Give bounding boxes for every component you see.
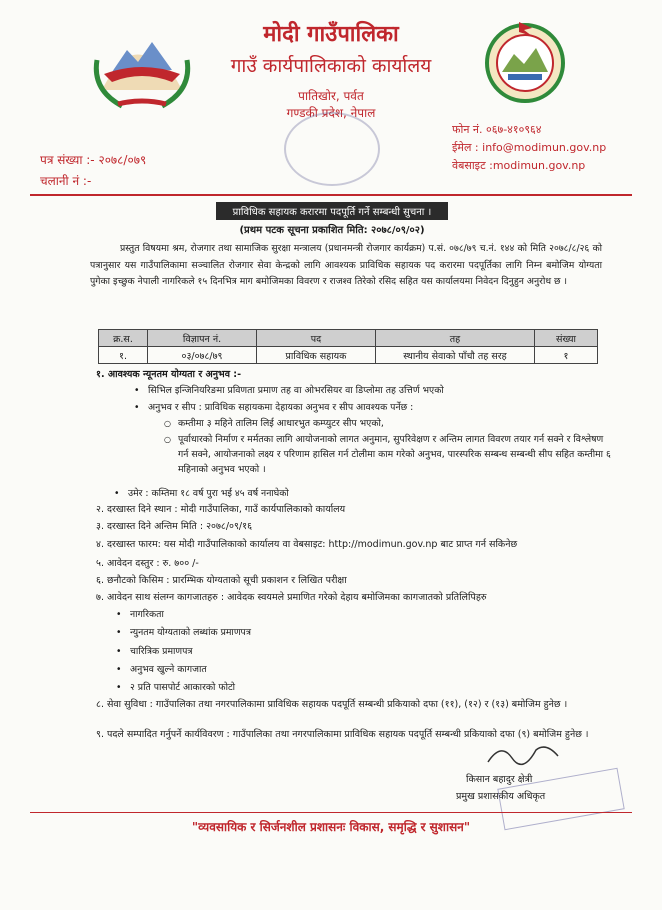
section-9: ९. पदले सम्पादित गर्नुपर्ने कार्यविवरण : गाउँपालिका तथा नगरपालिकामा प्राविधिक सहायक पदपूर्ति सम्बन्धी प्रकियाको दफा (९) बमोजिम हुनेछ । xyxy=(96,729,589,740)
section-1-title: १. आवश्यक न्यूनतम योग्यता र अनुभव :- xyxy=(96,369,242,380)
notice-intro-paragraph: प्रस्तुत विषयमा श्रम, रोजगार तथा सामाजिक सुरक्षा मन्त्रालय (प्रधानमन्त्री रोजगार कार्यक्रम) प.सं. ०७८/७९ च.नं. १४४ को मिति २०७८/८/२६ को पत्रानुसार यस गाउँपालिकामा सञ्चालित रोजगार सेवा केन्द्रको लागि आवश्यक प्राविधिक सहायक पद करारमा पदपूर्तिका लागि निम्न बमोजिम योग्यता पुगेका इच्छुक नेपाली नागरिकले १५ दिनभित्र माग बमोजिमका विवरण र राजश्व तिरेको रसिद सहित यस कार्यालयमा निवेदन दिनुहुन अनुरोध छ । xyxy=(90,243,602,287)
table-cell: ०३/०७८/७९ xyxy=(148,347,257,364)
signatory-name: किसान बहादुर क्षेत्री xyxy=(466,774,533,785)
office-stamp-icon xyxy=(284,112,380,186)
list-item: • अनुभव र सीप : प्राविधिक सहायकमा देहायका अनुभव र सीप आवश्यक पर्नेछ : xyxy=(148,400,608,415)
table-cell: स्थानीय सेवाको पाँचौ तह सरह xyxy=(376,347,535,364)
notice-headline: प्राविधिक सहायक करारमा पदपूर्ति गर्ने सम्बन्धी सुचना । xyxy=(216,202,448,220)
table-header: संख्या xyxy=(535,330,598,347)
email-address: ईमेल : info@modimun.gov.np xyxy=(452,141,607,154)
list-item: ○ कम्तीमा ३ महिने तालिम लिई आधारभुत कम्प्युटर सीप भएको, xyxy=(178,416,608,431)
section-6: ६. छनौटको किसिम : प्रारम्भिक योग्यताको सूची प्रकाशन र लिखित परीक्षा xyxy=(96,575,347,586)
website: वेबसाइट :modimun.gov.np xyxy=(452,159,586,172)
table-header: तह xyxy=(376,330,535,347)
list-item: • सिभिल इन्जिनियरिङमा प्रविणता प्रमाण तह वा ओभरसियर वा डिप्लोमा तह उत्तिर्ण भएको xyxy=(148,383,608,398)
table-header: पद xyxy=(257,330,376,347)
notice-subheading: (प्रथम पटक सूचना प्रकाशित मिति: २०७८/०९/०२) xyxy=(239,225,425,236)
section-2: २. दरखास्त दिने स्थान : मोदी गाउँपालिका, गाउँ कार्यपालिकाको कार्यालय xyxy=(96,504,346,515)
list-item: • न्युनतम योग्यताको लब्धांक प्रमाणपत्र xyxy=(130,625,590,640)
list-item: • चारित्रिक प्रमाणपत्र xyxy=(130,644,590,659)
list-item: • नागरिकता xyxy=(130,607,590,622)
table-cell: १. xyxy=(99,347,148,364)
table-cell: प्राविधिक सहायक xyxy=(257,347,376,364)
list-item: • २ प्रति पासपोर्ट आकारको फोटो xyxy=(130,680,590,695)
reference-number: पत्र संख्या :- २०७८/०७९ xyxy=(40,153,147,167)
header-divider xyxy=(30,194,632,196)
section-8: ८. सेवा सुविधा : गाउँपालिका तथा नगरपालिकामा प्राविधिक सहायक पदपूर्ति सम्बन्धी प्रकियाको दफा (११), (१२) र (१३) बमोजिम हुनेछ । xyxy=(96,699,568,710)
signatory-position: प्रमुख प्रशासकीय अधिकृत xyxy=(456,791,546,802)
vacancy-table xyxy=(98,329,598,364)
section-7: ७. आवेदन साथ संलग्न कागजातहरु : आवेदक स्वयमले प्रमाणित गरेको देहाय बमोजिमका कागजातको प्रतिलिपिहरु xyxy=(96,592,487,603)
dispatch-number: चलानी नं :- xyxy=(40,174,92,188)
footer-motto: "व्यवसायिक र सिर्जनशील प्रशासनः विकास, समृद्धि र सुशासन" xyxy=(191,820,471,834)
footer-divider xyxy=(30,812,632,813)
table-header-row xyxy=(99,330,598,347)
list-item: • उमेर : कम्तिमा १८ वर्ष पुरा भई ४५ वर्ष ननाघेको xyxy=(128,486,588,501)
table-header: विज्ञापन नं. xyxy=(148,330,257,347)
table-cell: १ xyxy=(535,347,598,364)
list-item: ○ पूर्वाधारको निर्माण र मर्मतका लागि आयोजनाको लागत अनुमान, सुपरिवेक्षण र अन्तिम लागत विवरण तयार गर्न सक्ने र विश्लेषण गर्न सक्ने, आयोजनाको लक्ष्य र परिणाम हासिल गर्न टोलीमा काम गरेको अनुभव, पारस्परिक सम्बन्ध सम्बन्धी सीप सहित कम्तीमा ६ महिनाको अनुभव भएको । xyxy=(178,432,614,477)
phone-number: फोन नं. ०६७-४१०९६४ xyxy=(452,123,542,136)
office-title: गाउँ कार्यपालिकाको कार्यालय xyxy=(230,55,432,77)
section-3: ३. दरखास्त दिने अन्तिम मिति : २०७८/०९/१६ xyxy=(96,521,253,532)
address-line-2: गण्डकी प्रदेश, नेपाल xyxy=(286,106,376,120)
list-item: • अनुभव खुल्ने कागजात xyxy=(130,662,590,677)
section-4: ४. दरखास्त फारम: यस मोदी गाउँपालिकाको कार्यालय वा वेबसाइट: http://modimun.gov.np बाट प्राप्त गर्न सकिनेछ xyxy=(96,539,518,550)
table-row xyxy=(99,347,598,364)
table-header: क्र.स. xyxy=(99,330,148,347)
section-5: ५. आवेदन दस्तुर : रु. ७०० /- xyxy=(96,558,199,569)
municipality-title: मोदी गाउँपालिका xyxy=(263,21,399,47)
address-line-1: पातिखोर, पर्वत xyxy=(298,89,364,103)
signature-scribble-icon xyxy=(486,738,566,768)
